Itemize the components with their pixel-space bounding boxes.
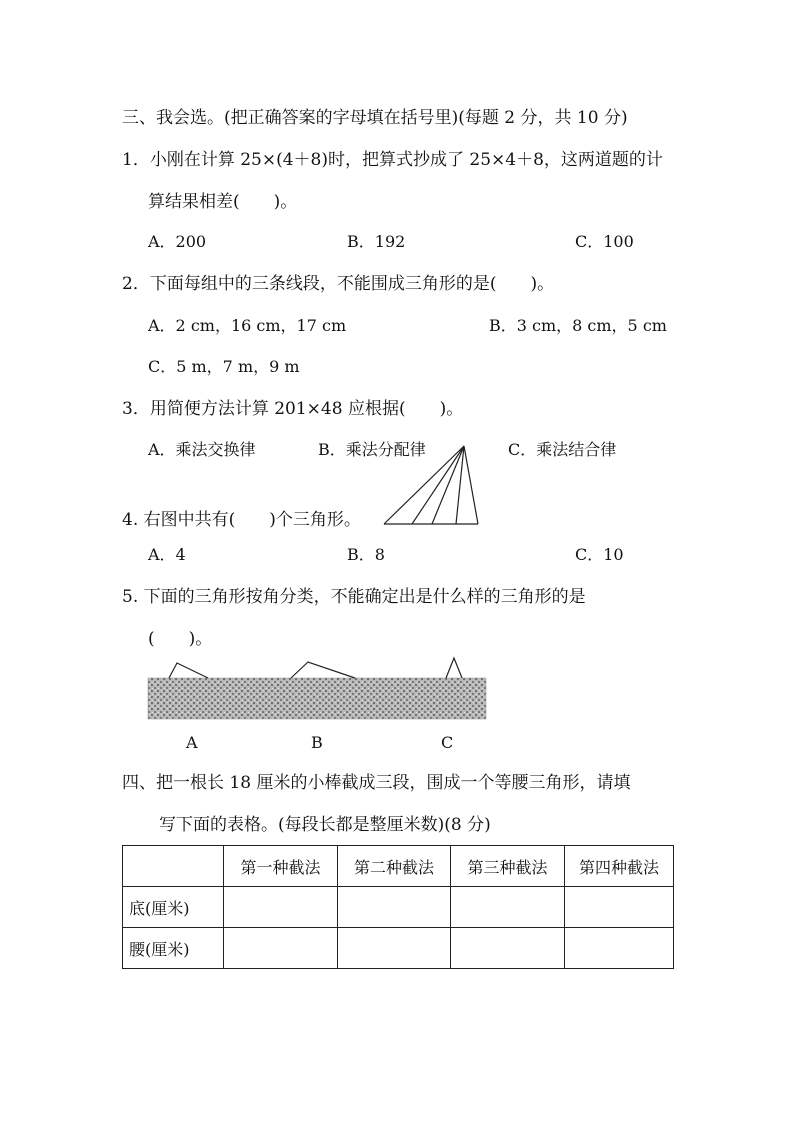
row-label-base: 底(厘米) xyxy=(123,887,224,928)
q4-option-b: B．8 xyxy=(347,545,385,564)
q3-option-a: A．乘法交换律 xyxy=(148,440,256,459)
q2-text: 2．下面每组中的三条线段，不能围成三角形的是( )。 xyxy=(122,274,555,294)
section4-text-line2: 写下面的表格。(每段长都是整厘米数)(8 分) xyxy=(159,815,491,835)
q4-text: 4. 右图中共有( )个三角形。 xyxy=(122,510,361,530)
table-header-cell: 第二种截法 xyxy=(338,846,451,887)
covering-band xyxy=(148,678,486,719)
q2-option-a: A．2 cm，16 cm，17 cm xyxy=(148,316,347,335)
triangle-b-visible-corner xyxy=(291,662,355,678)
q3-option-c: C．乘法结合律 xyxy=(508,440,617,459)
q3-text: 3．用简便方法计算 201×48 应根据( )。 xyxy=(122,399,464,419)
answer-cell[interactable] xyxy=(451,887,565,928)
figure-side-right xyxy=(464,446,478,524)
table-header-cell: 第三种截法 xyxy=(451,846,565,887)
q3-option-b: B．乘法分配律 xyxy=(318,440,426,459)
q5-label-b: B xyxy=(311,733,323,752)
table-header-cell: 第一种截法 xyxy=(224,846,338,887)
q5-text-line2: ( )。 xyxy=(148,629,213,649)
q5-label-c: C xyxy=(441,733,454,752)
q5-text-line1: 5. 下面的三角形按角分类，不能确定出是什么样的三角形的是 xyxy=(122,587,586,607)
hidden-triangles-figure xyxy=(145,654,490,724)
answer-cell[interactable] xyxy=(565,887,674,928)
answer-cell[interactable] xyxy=(565,928,674,969)
figure-inner-line-2 xyxy=(432,446,464,524)
triangle-c-visible-corner xyxy=(446,658,462,678)
triangle-a-visible-corner xyxy=(169,663,208,678)
table-row xyxy=(123,887,674,928)
q2-option-b: B．3 cm，8 cm，5 cm xyxy=(489,316,667,335)
answer-cell[interactable] xyxy=(451,928,565,969)
figure-inner-line-1 xyxy=(412,446,464,524)
table-header-corner xyxy=(123,846,224,887)
answer-cell[interactable] xyxy=(224,887,338,928)
q2-option-c: C．5 m，7 m，9 m xyxy=(148,357,300,376)
table-row xyxy=(123,928,674,969)
answer-cell[interactable] xyxy=(338,887,451,928)
row-label-leg: 腰(厘米) xyxy=(123,928,224,969)
q1-text-line1: 1．小刚在计算 25×(4＋8)时，把算式抄成了 25×4＋8，这两道题的计 xyxy=(122,150,663,170)
answer-cell[interactable] xyxy=(224,928,338,969)
section3-heading: 三、我会选。(把正确答案的字母填在括号里)(每题 2 分，共 10 分) xyxy=(122,108,628,128)
figure-side-left xyxy=(384,446,464,524)
q4-option-a: A．4 xyxy=(148,545,186,564)
q1-option-a: A．200 xyxy=(148,232,207,251)
table-header-row xyxy=(123,846,674,887)
figure-inner-line-3 xyxy=(456,446,464,524)
section4-text-line1: 四、把一根长 18 厘米的小棒截成三段，围成一个等腰三角形，请填 xyxy=(122,773,631,793)
table-header-cell: 第四种截法 xyxy=(565,846,674,887)
q1-option-b: B．192 xyxy=(347,232,406,251)
q4-option-c: C．10 xyxy=(575,545,624,564)
q1-option-c: C．100 xyxy=(575,232,634,251)
answer-cell[interactable] xyxy=(338,928,451,969)
q5-label-a: A xyxy=(186,733,198,752)
triangle-count-figure xyxy=(380,444,482,528)
q1-text-line2: 算结果相差( )。 xyxy=(148,192,298,212)
cutting-methods-table xyxy=(122,845,674,969)
